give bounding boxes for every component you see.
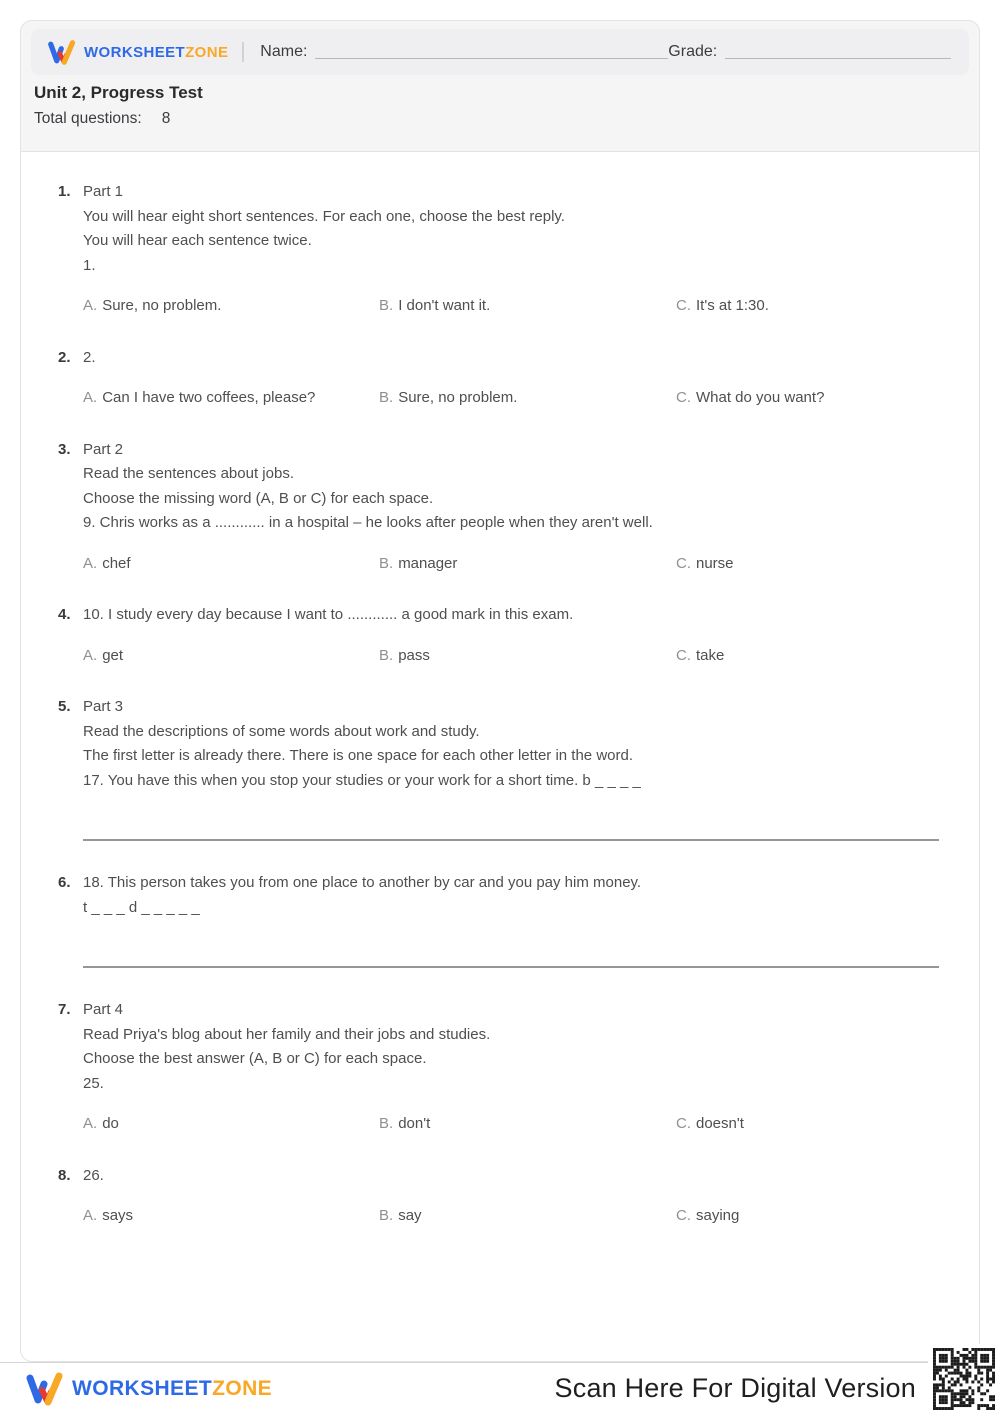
question-text-line: Part 2 [83, 440, 124, 458]
option-letter: A. [83, 1115, 98, 1132]
question-text-line: You will hear eight short sentences. For each one, choose the best reply. [83, 207, 565, 225]
question-text-line: 10. I study every day because I want to ............ a good mark in this exam. [83, 606, 574, 623]
question-number: 4. [58, 606, 71, 623]
question-number: 3. [58, 440, 71, 458]
logo-zone-text: ZONE [212, 1376, 273, 1400]
question-number: 7. [58, 1001, 71, 1018]
option-letter: A. [83, 297, 98, 314]
option-text: It's at 1:30. [696, 297, 769, 314]
answer-option [83, 386, 379, 411]
option-letter: B. [379, 1207, 394, 1224]
option-text: says [102, 1207, 134, 1224]
logo-zone-text: ZONE [185, 43, 229, 61]
options-row [83, 1204, 939, 1229]
question-body [83, 998, 939, 1137]
option-text: pass [398, 646, 430, 664]
answer-write-line [83, 966, 939, 968]
option-letter: A. [83, 554, 98, 572]
option-letter: B. [379, 554, 394, 572]
qr-code [928, 1344, 1000, 1414]
option-text: Sure, no problem. [102, 297, 222, 314]
question-text-line: 1. [83, 256, 96, 274]
question-text-line: 18. This person takes you from one place to another by car and you pay him money. [83, 874, 642, 891]
question-text-line: The first letter is already there. There is one space for each other letter in the word. [83, 747, 633, 764]
options-row [83, 294, 939, 319]
worksheet-title: Unit 2, Progress Test [34, 83, 203, 102]
option-text: saying [696, 1207, 740, 1224]
option-letter: B. [379, 646, 394, 664]
question-number: 2. [58, 348, 71, 366]
question-text-line: t _ _ _ d _ _ _ _ _ [83, 898, 200, 916]
option-letter: A. [83, 389, 98, 406]
question-text-line: You will hear each sentence twice. [83, 232, 312, 249]
question-item [58, 998, 939, 1137]
options-row [83, 386, 939, 411]
header-divider [242, 42, 244, 62]
option-letter: A. [83, 646, 98, 664]
question-number: 6. [58, 874, 71, 891]
question-body [83, 1164, 939, 1229]
question-text-line: 2. [83, 348, 96, 366]
logo-worksheet-text: WORKSHEET [84, 43, 186, 61]
answer-write-line [83, 839, 939, 841]
questions-box [20, 152, 980, 1362]
question-text-line: Part 4 [83, 1001, 124, 1018]
question-body [83, 438, 939, 577]
answer-option [83, 1204, 379, 1229]
question-text-line: 26. [83, 1166, 104, 1184]
page-header-panel [20, 20, 980, 152]
answer-option [676, 386, 939, 411]
question-number: 1. [58, 183, 71, 200]
worksheetzone-logo [47, 39, 228, 66]
answer-option [379, 1112, 676, 1137]
question-body [83, 695, 939, 841]
total-questions-value: 8 [161, 110, 171, 127]
question-text-line: Part 1 [83, 183, 124, 200]
option-text: take [696, 646, 725, 664]
question-body [83, 871, 939, 968]
question-text-line: Read the sentences about jobs. [83, 465, 294, 482]
options-row [83, 644, 939, 669]
option-text: I don't want it. [398, 297, 491, 314]
grade-blank-line [725, 45, 951, 59]
option-text: nurse [696, 554, 734, 572]
question-body [83, 346, 939, 411]
logo-wordmark [84, 44, 228, 61]
answer-option [379, 294, 676, 319]
name-blank-line [315, 45, 668, 59]
logo-worksheet-text: WORKSHEET [72, 1376, 213, 1400]
question-number: 5. [58, 698, 71, 715]
question-item [58, 1164, 939, 1229]
answer-option [676, 1204, 939, 1229]
answer-option [379, 552, 676, 577]
question-text-line: Choose the missing word (A, B or C) for each space. [83, 489, 434, 507]
worksheetzone-logo-icon [47, 39, 77, 66]
option-letter: B. [379, 389, 394, 406]
option-letter: C. [676, 646, 691, 664]
answer-option [83, 294, 379, 319]
name-label: Name: [260, 43, 308, 60]
question-text-line: Read the descriptions of some words about work and study. [83, 722, 480, 740]
options-row [83, 552, 939, 577]
answer-option [676, 1112, 939, 1137]
answer-option [83, 552, 379, 577]
footer-logo-wordmark [72, 1377, 272, 1401]
answer-option [379, 644, 676, 669]
option-text: don't [398, 1115, 431, 1132]
option-text: chef [102, 554, 131, 572]
option-text: doesn't [696, 1115, 744, 1132]
option-text: do [102, 1115, 119, 1132]
question-text-line: 25. [83, 1074, 104, 1092]
total-questions-label: Total questions: [34, 110, 142, 127]
answer-option [676, 294, 939, 319]
question-text-line: 17. You have this when you stop your studies or your work for a short time. b _ _ _ _ [83, 771, 641, 789]
option-text: say [398, 1207, 422, 1224]
question-item [58, 695, 939, 841]
footer-logo [25, 1371, 272, 1407]
question-body [83, 603, 939, 668]
option-letter: C. [676, 1207, 691, 1224]
question-text-line: 9. Chris works as a ............ in a hospital – he looks after people when they aren't well. [83, 514, 653, 531]
title-block [34, 83, 203, 128]
worksheetzone-logo-icon [25, 1371, 65, 1407]
option-letter: C. [676, 297, 691, 314]
question-item [58, 603, 939, 668]
footer [0, 1362, 1000, 1414]
header-bar [31, 29, 969, 75]
questions-list [58, 180, 939, 1229]
option-text: Can I have two coffees, please? [102, 389, 316, 406]
question-item [58, 871, 939, 968]
question-text-line: Part 3 [83, 698, 124, 715]
question-text-line: Choose the best answer (A, B or C) for each space. [83, 1050, 427, 1067]
options-row [83, 1112, 939, 1137]
option-letter: C. [676, 554, 691, 572]
answer-option [676, 552, 939, 577]
option-letter: C. [676, 389, 691, 406]
option-text: Sure, no problem. [398, 389, 518, 406]
answer-option [83, 1112, 379, 1137]
question-item [58, 346, 939, 411]
answer-option [379, 1204, 676, 1229]
question-number: 8. [58, 1166, 71, 1184]
answer-option [379, 386, 676, 411]
grade-label: Grade: [668, 43, 718, 60]
option-text: get [102, 646, 124, 664]
answer-option [676, 644, 939, 669]
option-letter: B. [379, 1115, 394, 1132]
scan-here-text: Scan Here For Digital Version [554, 1373, 916, 1403]
total-questions-row [34, 110, 203, 128]
answer-option [83, 644, 379, 669]
option-letter: B. [379, 297, 394, 314]
question-body [83, 180, 939, 319]
question-text-line: Read Priya's blog about her family and their jobs and studies. [83, 1025, 491, 1043]
question-item [58, 180, 939, 319]
option-letter: A. [83, 1207, 98, 1224]
option-text: manager [398, 554, 458, 572]
option-letter: C. [676, 1115, 691, 1132]
option-text: What do you want? [696, 389, 825, 406]
question-item [58, 438, 939, 577]
